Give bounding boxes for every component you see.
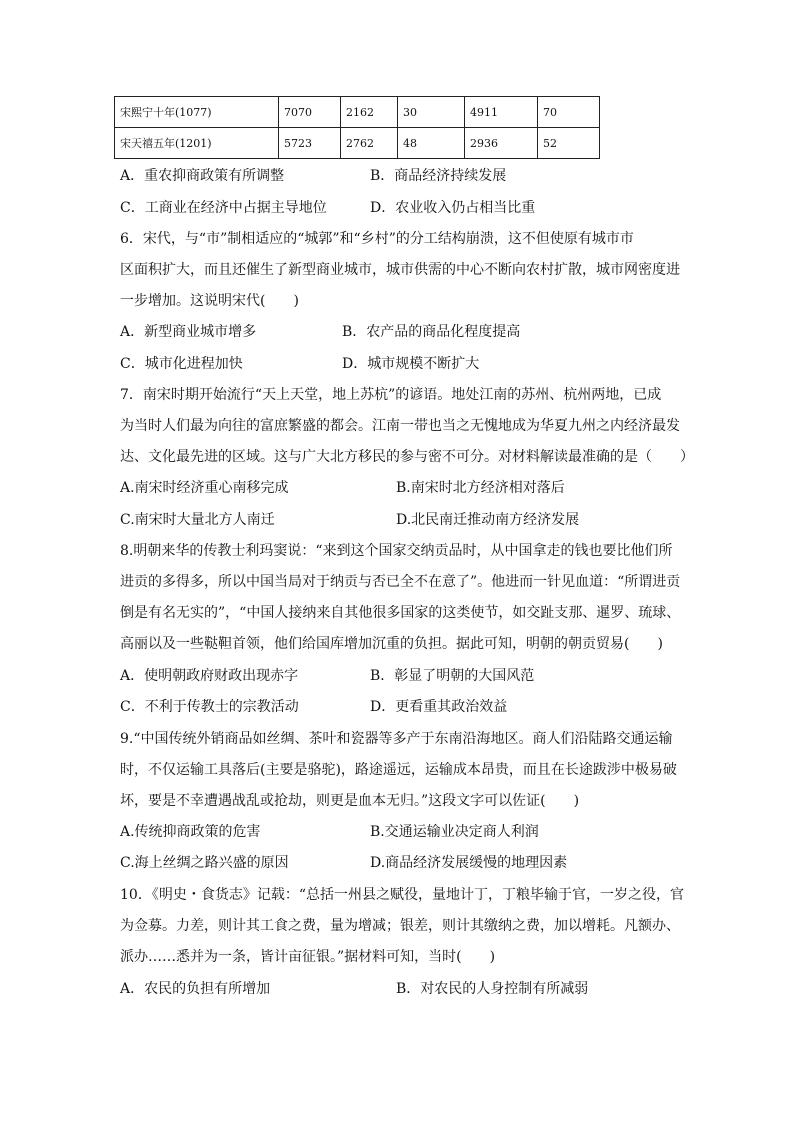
table-cell: 52 xyxy=(538,128,600,159)
q9-option-c: C.海上丝绸之路兴盛的原因 xyxy=(120,855,289,871)
q8-option-a: A．使明朝政府财政出现赤字 xyxy=(120,668,299,684)
q7-stem-line: 为当时人们最为向往的富庶繁盛的都会。江南一带也当之无愧地成为华夏九州之内经济最发 xyxy=(120,418,680,434)
q7-stem-line: 达、文化最先进的区域。这与广大北方移民的参与密不可分。对材料解读最准确的是（ ） xyxy=(120,449,694,465)
q5-option-a: A．重农抑商政策有所调整 xyxy=(120,168,285,184)
q9-option-a: A.传统抑商政策的危害 xyxy=(120,824,261,840)
q8-option-b: B．彰显了明朝的大国风范 xyxy=(370,668,535,684)
q8-stem-line: 倒是有名无实的”，“中国人接纳来自其他很多国家的这类使节，如交趾支那、暹罗、琉球、 xyxy=(120,605,681,621)
q5-option-d: D．农业收入仍占相当比重 xyxy=(370,200,536,216)
q9-stem-line: 坏，要是不幸遭遇战乱或抢劫，则更是血本无归。”这段文字可以佐证( ) xyxy=(120,793,580,809)
table-cell: 2162 xyxy=(341,97,398,128)
table-cell: 4911 xyxy=(465,97,538,128)
q9-stem-line: 9.“中国传统外销商品如丝绸、茶叶和瓷器等多产于东南沿海地区。商人们沿陆路交通运输 xyxy=(120,731,673,747)
q9-stem-line: 时，不仅运输工具落后(主要是骆驼)，路途遥远，运输成本昂贵，而且在长途跋涉中极易破 xyxy=(120,762,677,778)
q8-option-c: C．不利于传教士的宗教活动 xyxy=(120,699,299,715)
table-cell: 48 xyxy=(398,128,465,159)
q5-option-b: B．商品经济持续发展 xyxy=(370,168,507,184)
table-cell: 宋天禧五年(1201) xyxy=(115,128,279,159)
table-cell: 宋熙宁十年(1077) xyxy=(115,97,279,128)
q8-stem-line: 高丽以及一些鞑靼首领，他们给国库增加沉重的负担。据此可知，明朝的朝贡贸易( ) xyxy=(120,636,663,652)
table-cell: 30 xyxy=(398,97,465,128)
table-cell: 7070 xyxy=(279,97,341,128)
q7-option-d: D.北民南迁推动南方经济发展 xyxy=(396,512,580,528)
q6-stem-line: 区面积扩大，而且还催生了新型商业城市，城市供需的中心不断向农村扩散，城市网密度进 xyxy=(120,262,680,278)
table-cell: 2936 xyxy=(465,128,538,159)
table-row xyxy=(115,128,600,159)
q6-option-d: D．城市规模不断扩大 xyxy=(342,356,480,372)
q9-option-d: D.商品经济发展缓慢的地理因素 xyxy=(370,855,568,871)
q7-stem-line: 7．南宋时期开始流行“天上天堂，地上苏杭”的谚语。地处江南的苏州、杭州两地，已成 xyxy=(120,387,662,403)
q10-stem-line: 派办……悉并为一条，皆计亩征银。”据材料可知，当时( ) xyxy=(120,949,496,965)
q6-stem-line: 一步增加。这说明宋代( ) xyxy=(120,293,299,309)
data-table xyxy=(114,96,600,159)
table-row xyxy=(115,97,600,128)
q8-option-d: D．更看重其政治效益 xyxy=(370,699,508,715)
q10-option-a: A．农民的负担有所增加 xyxy=(120,981,271,997)
q10-stem-line: 10．《明史・食货志》记载：“总括一州县之赋役，量地计丁，丁粮毕输于官，一岁之役，官 xyxy=(120,887,684,903)
q8-stem-line: 进贡的多得多，所以中国当局对于纳贡与否已全不在意了”。他进而一针见血道：“所谓进贡 xyxy=(120,574,681,590)
q6-option-a: A．新型商业城市增多 xyxy=(120,324,257,340)
q8-stem-line: 8.明朝来华的传教士利玛窦说：“来到这个国家交纳贡品时，从中国拿走的钱也要比他们所 xyxy=(120,543,673,559)
q10-option-b: B．对农民的人身控制有所减弱 xyxy=(396,981,589,997)
q6-option-c: C．城市化进程加快 xyxy=(120,356,243,372)
table-cell: 5723 xyxy=(279,128,341,159)
q9-option-b: B.交通运输业决定商人利润 xyxy=(370,824,539,840)
q6-stem-line: 6．宋代，与“市”制相适应的“城郭”和“乡村”的分工结构崩溃，这不但使原有城市市 xyxy=(120,231,634,247)
q7-option-b: B.南宋时北方经济相对落后 xyxy=(396,480,565,496)
q7-option-c: C.南宋时大量北方人南迁 xyxy=(120,512,275,528)
q7-option-a: A.南宋时经济重心南移完成 xyxy=(120,480,289,496)
table-cell: 70 xyxy=(538,97,600,128)
q6-option-b: B．农产品的商品化程度提高 xyxy=(342,324,521,340)
q5-option-c: C．工商业在经济中占据主导地位 xyxy=(120,200,327,216)
q10-stem-line: 为佥募。力差，则计其工食之费，量为增减；银差，则计其缴纳之费，加以增耗。凡额办、 xyxy=(120,918,680,934)
table-cell: 2762 xyxy=(341,128,398,159)
